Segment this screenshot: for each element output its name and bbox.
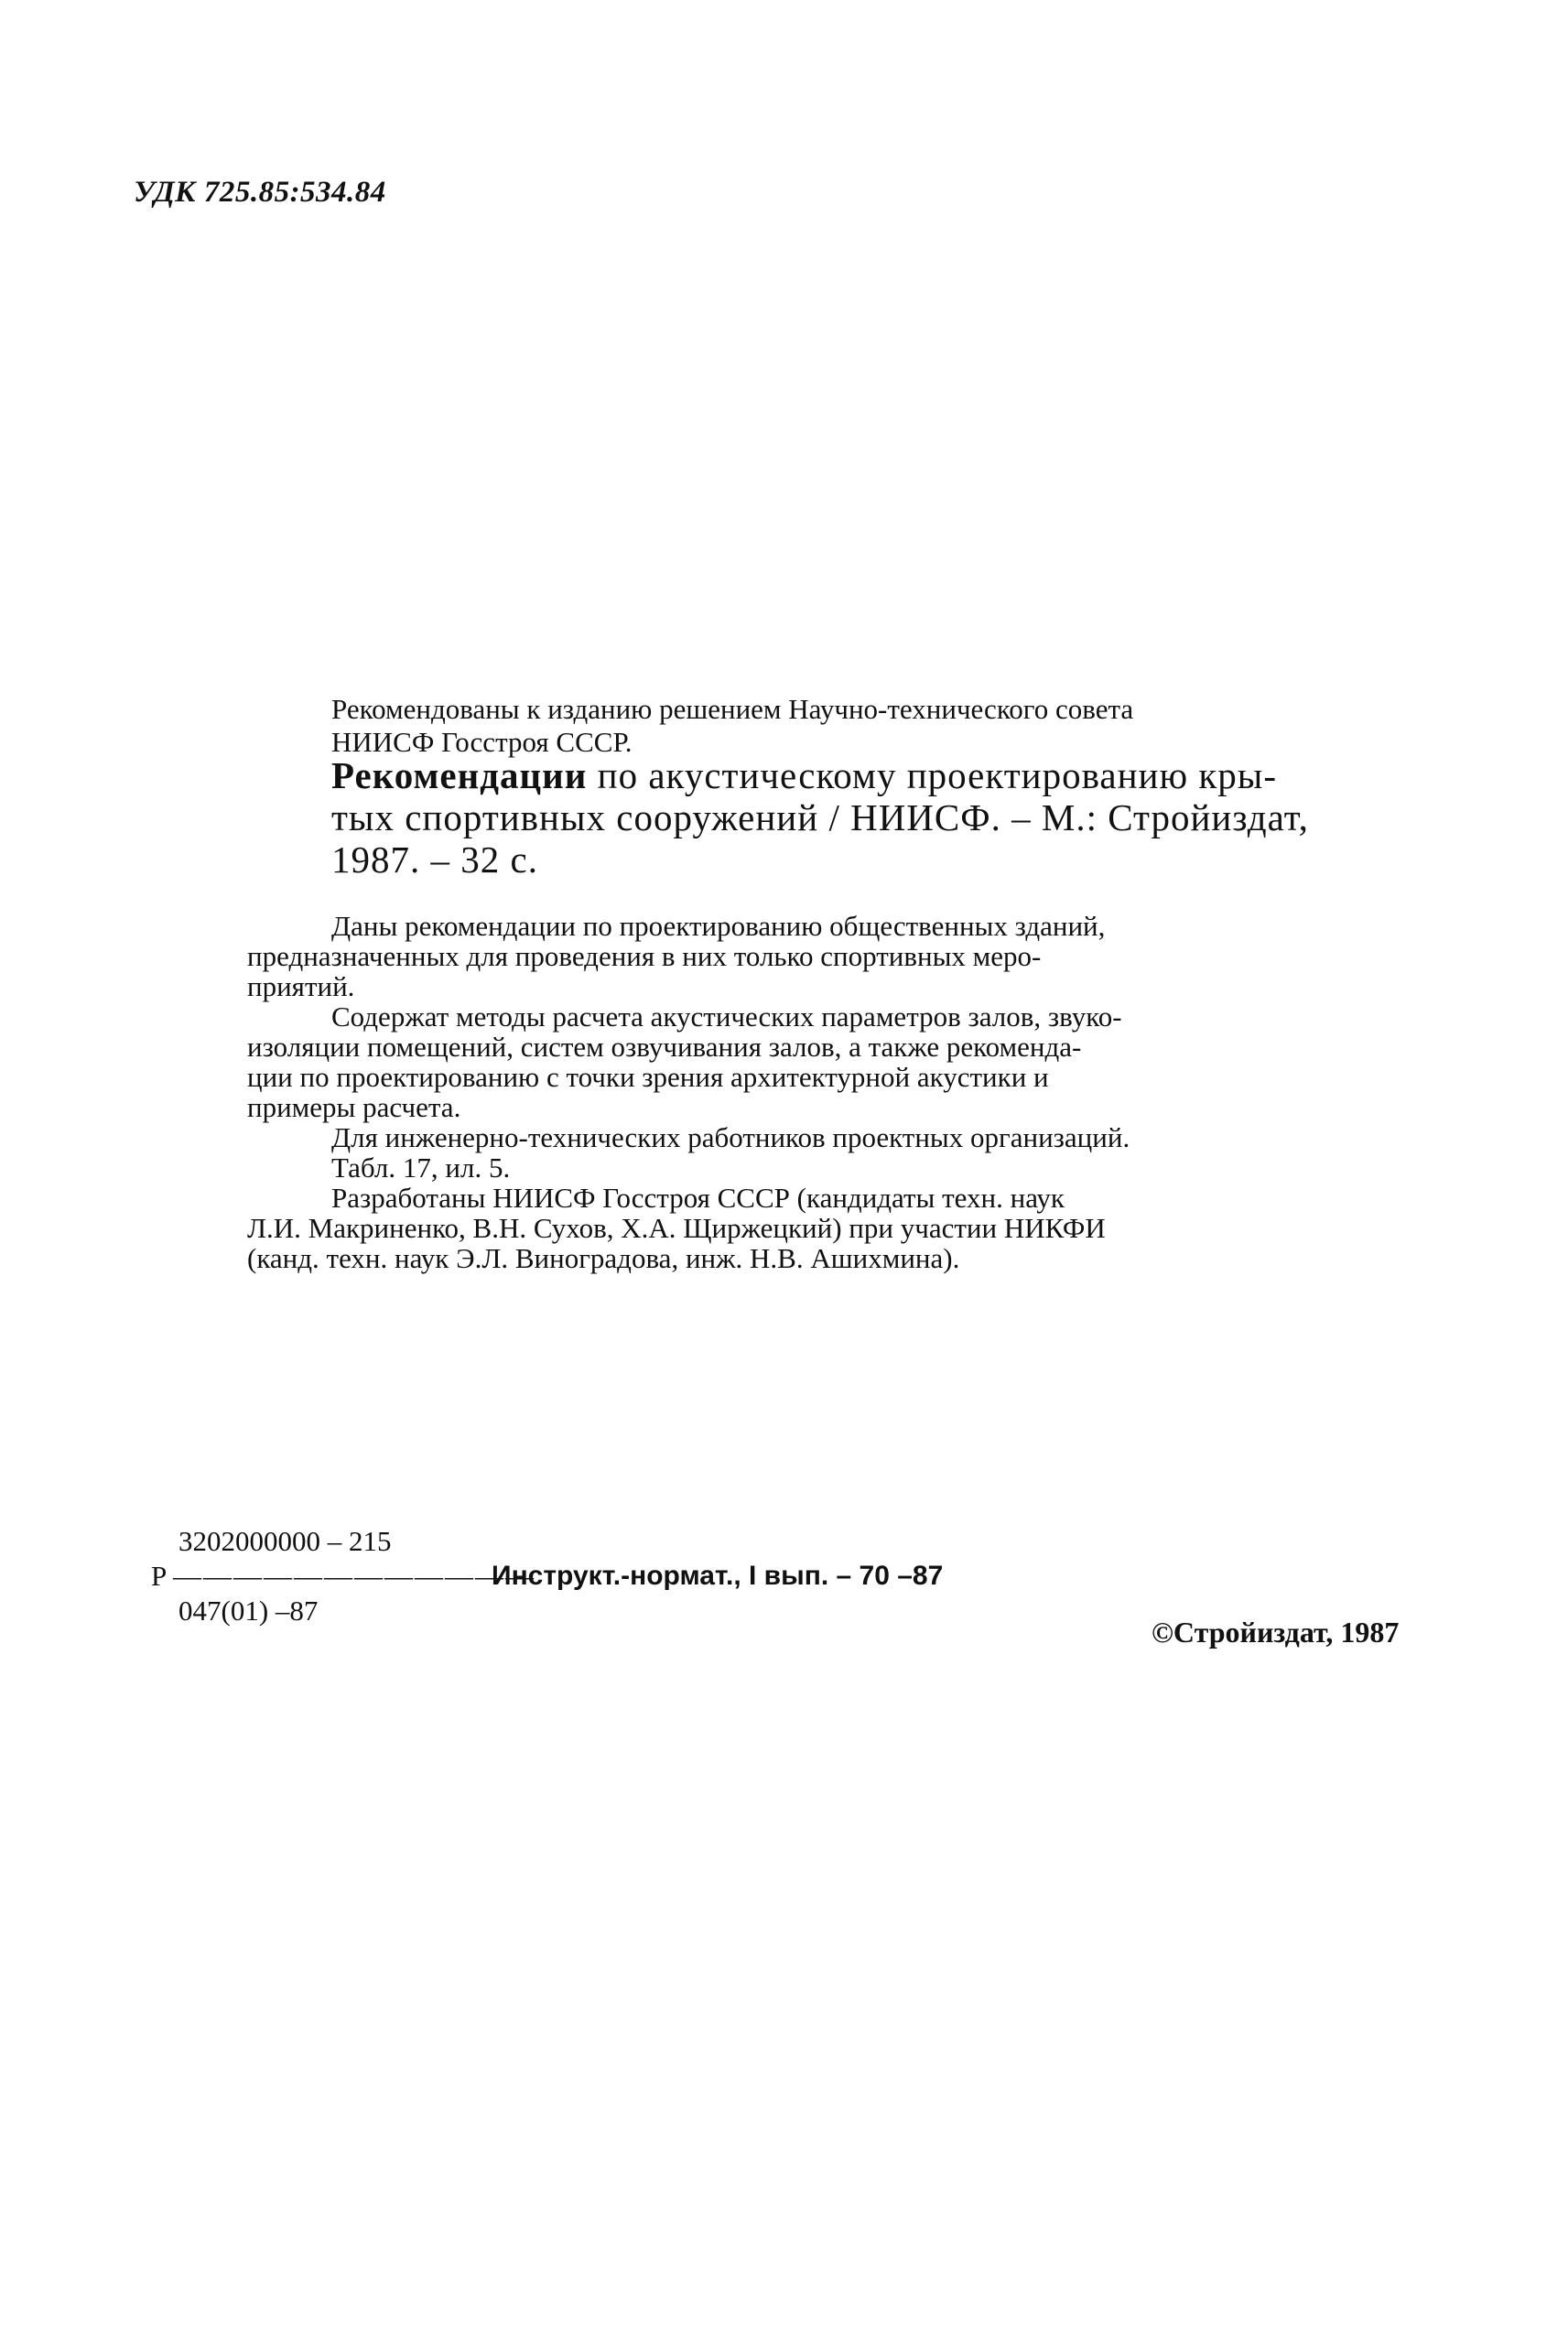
authors-text: Разработаны НИИСФ Госстроя СССР (кандидаты техн. наук (331, 1182, 1065, 1214)
bibliographic-title-rest: по акустическому проектированию кры- (587, 754, 1277, 796)
abstract-text: приятий. (247, 970, 355, 1002)
catalog-denominator: 047(01) –87 (178, 1595, 319, 1627)
copyright-notice: ©Стройиздат, 1987 (1152, 1616, 1400, 1649)
abstract-text: изоляции помещений, систем озвучивания залов, а также рекоменда- (247, 1031, 1082, 1063)
bibliographic-title-lead: Рекомендации (331, 754, 588, 796)
recommended-line-1: Рекомендованы к изданию решением Научно-технического совета (331, 693, 1134, 725)
authors-text: Л.И. Макриненко, В.Н. Сухов, Х.А. Щиржецкий) при участии НИКФИ (247, 1212, 1106, 1244)
tables-figures-count: Табл. 17, ил. 5. (331, 1152, 511, 1184)
abstract-text: Даны рекомендации по проектированию общественных зданий, (331, 910, 1106, 942)
abstract-text: примеры расчета. (247, 1091, 461, 1123)
udk-code: УДК 725.85:534.84 (134, 176, 386, 209)
catalog-numerator: 3202000000 – 215 (178, 1525, 392, 1557)
abstract-text: ции по проектированию с точки зрения архитектурной акустики и (247, 1061, 1049, 1093)
catalog-series: Инструкт.-нормат., I вып. – 70 –87 (492, 1561, 944, 1591)
authors-text: (канд. техн. наук Э.Л. Виноградова, инж. Н.В. Ашихмина). (247, 1242, 960, 1274)
bibliographic-line-3: 1987. – 32 с. (331, 838, 538, 881)
bibliographic-line-2: тых спортивных сооружений / НИИСФ. – М.: Стройиздат, (331, 796, 1309, 838)
catalog-letter: Р (151, 1560, 168, 1592)
abstract (247, 911, 1323, 1273)
recommended-line-2: НИИСФ Госстроя СССР. (331, 726, 633, 758)
bibliographic-entry (331, 754, 1325, 881)
catalog-fraction-line: ———————————— (173, 1560, 535, 1592)
abstract-text: предназначенных для проведения в них только спортивных меро- (247, 940, 1042, 972)
recommended-note (331, 693, 1325, 759)
audience-text: Для инженерно-технических работников проектных организаций. (331, 1121, 1130, 1153)
bibliographic-line-1 (331, 754, 1325, 796)
abstract-text: Содержат методы расчета акустических параметров залов, звуко- (331, 1000, 1122, 1033)
